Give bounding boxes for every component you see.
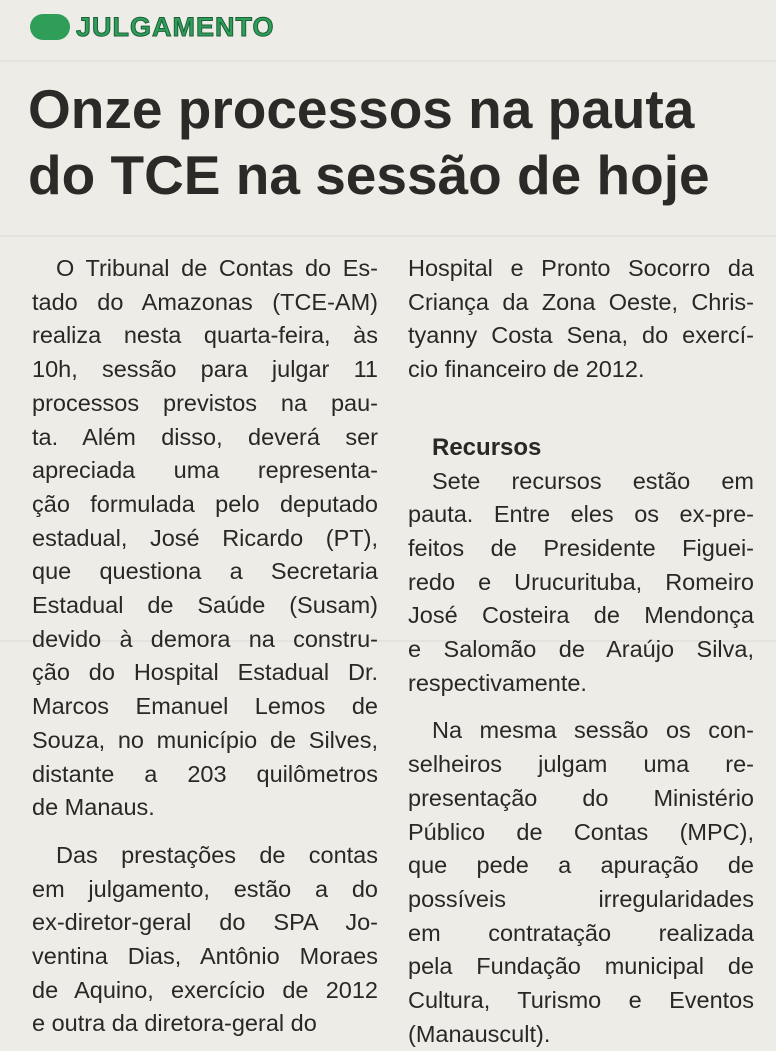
text-line: distante a 203 quilômetros <box>32 760 378 787</box>
text-line: Cultura, Turismo e Eventos <box>408 987 754 1014</box>
text-line: possíveis irregularidades <box>408 885 754 912</box>
text-line: em contratação realizada <box>408 919 754 946</box>
text-line: estadual, José Ricardo (PT), <box>32 524 378 551</box>
text-line: de Aquino, exercício de 2012 <box>32 976 378 1003</box>
text-line: apreciada uma representa- <box>32 457 378 484</box>
text-line: cio financeiro de 2012. <box>408 356 645 383</box>
headline-line-2: do TCE na sessão de hoje <box>28 144 710 206</box>
kicker-marker-icon <box>30 14 70 40</box>
paragraph <box>408 465 754 701</box>
text-line: Hospital e Pronto Socorro da <box>408 255 754 281</box>
text-line: feitos de Presidente Figuei- <box>408 534 754 561</box>
paragraph <box>408 252 754 387</box>
text-line: em julgamento, estão a do <box>32 875 378 902</box>
text-line: Público de Contas (MPC), <box>408 818 754 845</box>
text-line: pauta. Entre eles os ex-pre- <box>408 501 754 528</box>
paragraph <box>408 714 754 1051</box>
text-line: ção formulada pelo deputado <box>32 490 378 517</box>
text-line: 10h, sessão para julgar 11 <box>32 356 378 383</box>
paragraph <box>32 839 378 1041</box>
text-line: Na mesma sessão os con- <box>432 717 754 744</box>
text-line: (Manauscult). <box>408 1020 551 1047</box>
left-column <box>32 252 378 1041</box>
text-line: presentação do Ministério <box>408 784 754 811</box>
section-kicker <box>30 12 275 42</box>
text-line: ex-diretor-geral do SPA Jo- <box>32 909 378 936</box>
text-line: Souza, no município de Silves, <box>32 726 378 753</box>
text-line: O Tribunal de Contas do Es- <box>56 255 378 281</box>
text-line: José Costeira de Mendonça <box>408 602 754 629</box>
text-line: Criança da Zona Oeste, Chris- <box>408 288 754 315</box>
text-line: Sete recursos estão em <box>432 467 754 494</box>
text-line: processos previstos na pau- <box>32 389 378 416</box>
text-line: devido à demora na constru- <box>32 625 378 652</box>
text-line: que questiona a Secretaria <box>32 558 378 585</box>
text-line: ta. Além disso, deverá ser <box>32 423 378 450</box>
text-line: e outra da diretora-geral do <box>32 1010 317 1037</box>
text-line: tado do Amazonas (TCE-AM) <box>32 288 378 315</box>
text-line: respectivamente. <box>408 669 587 696</box>
text-line: ventina Dias, Antônio Moraes <box>32 943 378 970</box>
text-line: e Salomão de Araújo Silva, <box>408 636 754 663</box>
text-line: realiza nesta quarta-feira, às <box>32 322 378 349</box>
subheading: Recursos <box>432 433 542 461</box>
paragraph <box>32 252 378 825</box>
headline <box>28 76 758 208</box>
text-line: que pede a apuração de <box>408 852 754 879</box>
text-line: redo e Urucurituba, Romeiro <box>408 568 754 595</box>
text-line: Das prestações de contas <box>56 841 378 868</box>
text-line: de Manaus. <box>32 794 155 821</box>
text-line: Estadual de Saúde (Susam) <box>32 592 378 619</box>
text-line: ção do Hospital Estadual Dr. <box>32 659 378 686</box>
right-column <box>408 252 754 1051</box>
text-line: pela Fundação municipal de <box>408 953 754 980</box>
headline-line-1: Onze processos na pauta <box>28 78 695 140</box>
section-label: JULGAMENTO <box>76 12 275 42</box>
text-line: selheiros julgam uma re- <box>408 751 754 778</box>
text-line: tyanny Costa Sena, do exercí- <box>408 322 754 349</box>
text-line: Marcos Emanuel Lemos de <box>32 693 378 720</box>
